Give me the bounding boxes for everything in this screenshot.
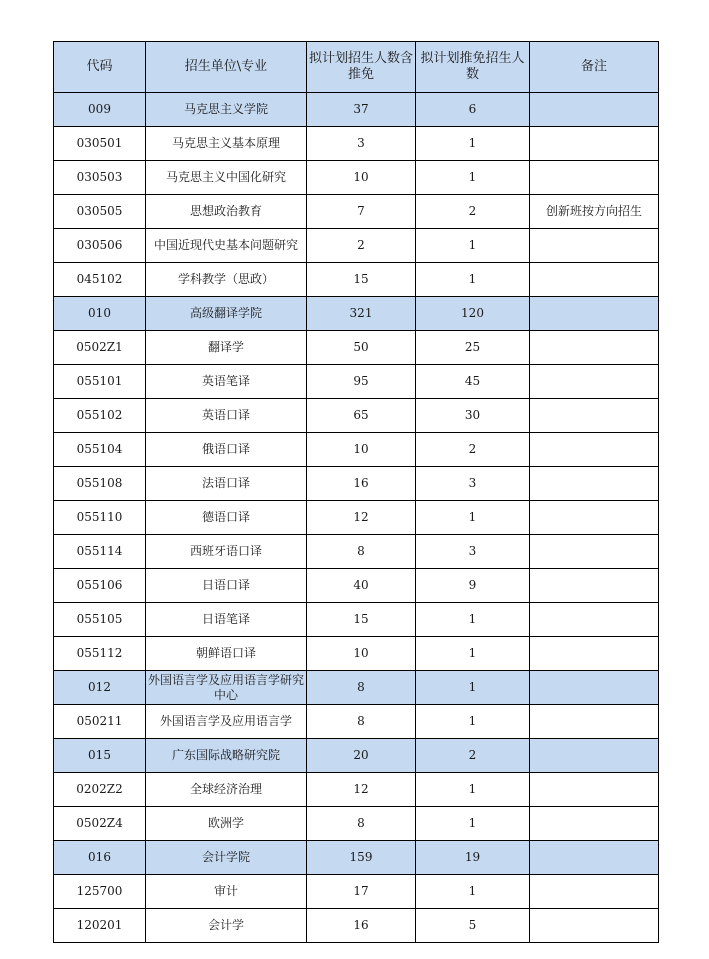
planned-exempt-cell: 9 bbox=[416, 569, 530, 603]
note-cell bbox=[530, 671, 659, 705]
planned-exempt-cell: 19 bbox=[416, 841, 530, 875]
header-row bbox=[54, 42, 659, 93]
planned-exempt-cell: 45 bbox=[416, 365, 530, 399]
code-cell: 030503 bbox=[54, 161, 146, 195]
planned-exempt-cell: 1 bbox=[416, 705, 530, 739]
planned-total-cell: 65 bbox=[307, 399, 416, 433]
note-cell bbox=[530, 875, 659, 909]
note-cell bbox=[530, 365, 659, 399]
planned-exempt-cell: 3 bbox=[416, 467, 530, 501]
header-planned-exempt: 拟计划推免招生人数 bbox=[416, 42, 530, 93]
major-row bbox=[54, 807, 659, 841]
header-planned-total: 拟计划招生人数含推免 bbox=[307, 42, 416, 93]
name-cell: 英语口译 bbox=[146, 399, 307, 433]
planned-exempt-cell: 1 bbox=[416, 161, 530, 195]
unit-row bbox=[54, 297, 659, 331]
major-row bbox=[54, 195, 659, 229]
major-row bbox=[54, 909, 659, 943]
code-cell: 030506 bbox=[54, 229, 146, 263]
note-cell bbox=[530, 705, 659, 739]
planned-exempt-cell: 1 bbox=[416, 875, 530, 909]
planned-exempt-cell: 1 bbox=[416, 501, 530, 535]
name-cell: 审计 bbox=[146, 875, 307, 909]
unit-row bbox=[54, 93, 659, 127]
code-cell: 055105 bbox=[54, 603, 146, 637]
code-cell: 045102 bbox=[54, 263, 146, 297]
planned-exempt-cell: 1 bbox=[416, 603, 530, 637]
planned-exempt-cell: 2 bbox=[416, 433, 530, 467]
note-cell bbox=[530, 739, 659, 773]
header-notes: 备注 bbox=[530, 42, 659, 93]
header-unit-major: 招生单位\专业 bbox=[146, 42, 307, 93]
code-cell: 030505 bbox=[54, 195, 146, 229]
code-cell: 055106 bbox=[54, 569, 146, 603]
planned-total-cell: 95 bbox=[307, 365, 416, 399]
major-row bbox=[54, 875, 659, 909]
name-cell: 会计学院 bbox=[146, 841, 307, 875]
planned-total-cell: 321 bbox=[307, 297, 416, 331]
major-row bbox=[54, 399, 659, 433]
major-row bbox=[54, 501, 659, 535]
name-cell: 全球经济治理 bbox=[146, 773, 307, 807]
code-cell: 016 bbox=[54, 841, 146, 875]
major-row bbox=[54, 773, 659, 807]
name-cell: 英语笔译 bbox=[146, 365, 307, 399]
planned-total-cell: 10 bbox=[307, 637, 416, 671]
planned-exempt-cell: 1 bbox=[416, 773, 530, 807]
major-row bbox=[54, 637, 659, 671]
planned-total-cell: 50 bbox=[307, 331, 416, 365]
planned-total-cell: 17 bbox=[307, 875, 416, 909]
name-cell: 学科教学（思政） bbox=[146, 263, 307, 297]
planned-total-cell: 40 bbox=[307, 569, 416, 603]
planned-total-cell: 159 bbox=[307, 841, 416, 875]
code-cell: 125700 bbox=[54, 875, 146, 909]
name-cell: 思想政治教育 bbox=[146, 195, 307, 229]
name-cell: 外国语言学及应用语言学 bbox=[146, 705, 307, 739]
name-cell: 法语口译 bbox=[146, 467, 307, 501]
planned-exempt-cell: 120 bbox=[416, 297, 530, 331]
note-cell bbox=[530, 603, 659, 637]
name-cell: 欧洲学 bbox=[146, 807, 307, 841]
planned-total-cell: 15 bbox=[307, 603, 416, 637]
note-cell bbox=[530, 331, 659, 365]
note-cell bbox=[530, 467, 659, 501]
name-cell: 德语口译 bbox=[146, 501, 307, 535]
major-row bbox=[54, 569, 659, 603]
major-row bbox=[54, 433, 659, 467]
code-cell: 010 bbox=[54, 297, 146, 331]
note-cell bbox=[530, 501, 659, 535]
code-cell: 030501 bbox=[54, 127, 146, 161]
planned-exempt-cell: 6 bbox=[416, 93, 530, 127]
planned-exempt-cell: 5 bbox=[416, 909, 530, 943]
major-row bbox=[54, 127, 659, 161]
code-cell: 055108 bbox=[54, 467, 146, 501]
planned-exempt-cell: 3 bbox=[416, 535, 530, 569]
unit-row bbox=[54, 739, 659, 773]
code-cell: 050211 bbox=[54, 705, 146, 739]
major-row bbox=[54, 365, 659, 399]
planned-exempt-cell: 2 bbox=[416, 739, 530, 773]
planned-total-cell: 15 bbox=[307, 263, 416, 297]
note-cell bbox=[530, 297, 659, 331]
major-row bbox=[54, 161, 659, 195]
header-code: 代码 bbox=[54, 42, 146, 93]
note-cell bbox=[530, 637, 659, 671]
code-cell: 0202Z2 bbox=[54, 773, 146, 807]
planned-total-cell: 20 bbox=[307, 739, 416, 773]
note-cell bbox=[530, 433, 659, 467]
planned-total-cell: 8 bbox=[307, 705, 416, 739]
code-cell: 0502Z1 bbox=[54, 331, 146, 365]
name-cell: 广东国际战略研究院 bbox=[146, 739, 307, 773]
major-row bbox=[54, 229, 659, 263]
name-cell: 中国近现代史基本问题研究 bbox=[146, 229, 307, 263]
planned-total-cell: 2 bbox=[307, 229, 416, 263]
note-cell bbox=[530, 229, 659, 263]
table-body bbox=[54, 93, 659, 943]
note-cell: 创新班按方向招生 bbox=[530, 195, 659, 229]
code-cell: 120201 bbox=[54, 909, 146, 943]
code-cell: 012 bbox=[54, 671, 146, 705]
major-row bbox=[54, 263, 659, 297]
note-cell bbox=[530, 93, 659, 127]
planned-total-cell: 16 bbox=[307, 909, 416, 943]
note-cell bbox=[530, 399, 659, 433]
planned-exempt-cell: 1 bbox=[416, 263, 530, 297]
code-cell: 055102 bbox=[54, 399, 146, 433]
major-row bbox=[54, 331, 659, 365]
planned-exempt-cell: 1 bbox=[416, 229, 530, 263]
planned-total-cell: 7 bbox=[307, 195, 416, 229]
planned-total-cell: 10 bbox=[307, 433, 416, 467]
note-cell bbox=[530, 535, 659, 569]
planned-exempt-cell: 30 bbox=[416, 399, 530, 433]
name-cell: 翻译学 bbox=[146, 331, 307, 365]
planned-total-cell: 12 bbox=[307, 501, 416, 535]
code-cell: 009 bbox=[54, 93, 146, 127]
code-cell: 055104 bbox=[54, 433, 146, 467]
planned-exempt-cell: 1 bbox=[416, 671, 530, 705]
planned-total-cell: 37 bbox=[307, 93, 416, 127]
note-cell bbox=[530, 773, 659, 807]
major-row bbox=[54, 467, 659, 501]
planned-exempt-cell: 1 bbox=[416, 127, 530, 161]
planned-exempt-cell: 2 bbox=[416, 195, 530, 229]
name-cell: 日语笔译 bbox=[146, 603, 307, 637]
unit-row bbox=[54, 841, 659, 875]
code-cell: 055112 bbox=[54, 637, 146, 671]
code-cell: 055110 bbox=[54, 501, 146, 535]
name-cell: 俄语口译 bbox=[146, 433, 307, 467]
name-cell: 外国语言学及应用语言学研究中心 bbox=[146, 671, 307, 705]
planned-exempt-cell: 1 bbox=[416, 807, 530, 841]
planned-total-cell: 8 bbox=[307, 807, 416, 841]
planned-total-cell: 10 bbox=[307, 161, 416, 195]
note-cell bbox=[530, 909, 659, 943]
planned-exempt-cell: 1 bbox=[416, 637, 530, 671]
code-cell: 055101 bbox=[54, 365, 146, 399]
planned-exempt-cell: 25 bbox=[416, 331, 530, 365]
code-cell: 015 bbox=[54, 739, 146, 773]
enrollment-plan-table bbox=[53, 41, 659, 943]
code-cell: 0502Z4 bbox=[54, 807, 146, 841]
name-cell: 西班牙语口译 bbox=[146, 535, 307, 569]
planned-total-cell: 8 bbox=[307, 671, 416, 705]
code-cell: 055114 bbox=[54, 535, 146, 569]
note-cell bbox=[530, 161, 659, 195]
note-cell bbox=[530, 127, 659, 161]
name-cell: 会计学 bbox=[146, 909, 307, 943]
major-row bbox=[54, 705, 659, 739]
note-cell bbox=[530, 841, 659, 875]
planned-total-cell: 16 bbox=[307, 467, 416, 501]
name-cell: 高级翻译学院 bbox=[146, 297, 307, 331]
note-cell bbox=[530, 569, 659, 603]
name-cell: 马克思主义学院 bbox=[146, 93, 307, 127]
note-cell bbox=[530, 807, 659, 841]
unit-row bbox=[54, 671, 659, 705]
name-cell: 马克思主义基本原理 bbox=[146, 127, 307, 161]
planned-total-cell: 3 bbox=[307, 127, 416, 161]
name-cell: 朝鲜语口译 bbox=[146, 637, 307, 671]
major-row bbox=[54, 535, 659, 569]
major-row bbox=[54, 603, 659, 637]
name-cell: 日语口译 bbox=[146, 569, 307, 603]
planned-total-cell: 12 bbox=[307, 773, 416, 807]
note-cell bbox=[530, 263, 659, 297]
planned-total-cell: 8 bbox=[307, 535, 416, 569]
name-cell: 马克思主义中国化研究 bbox=[146, 161, 307, 195]
